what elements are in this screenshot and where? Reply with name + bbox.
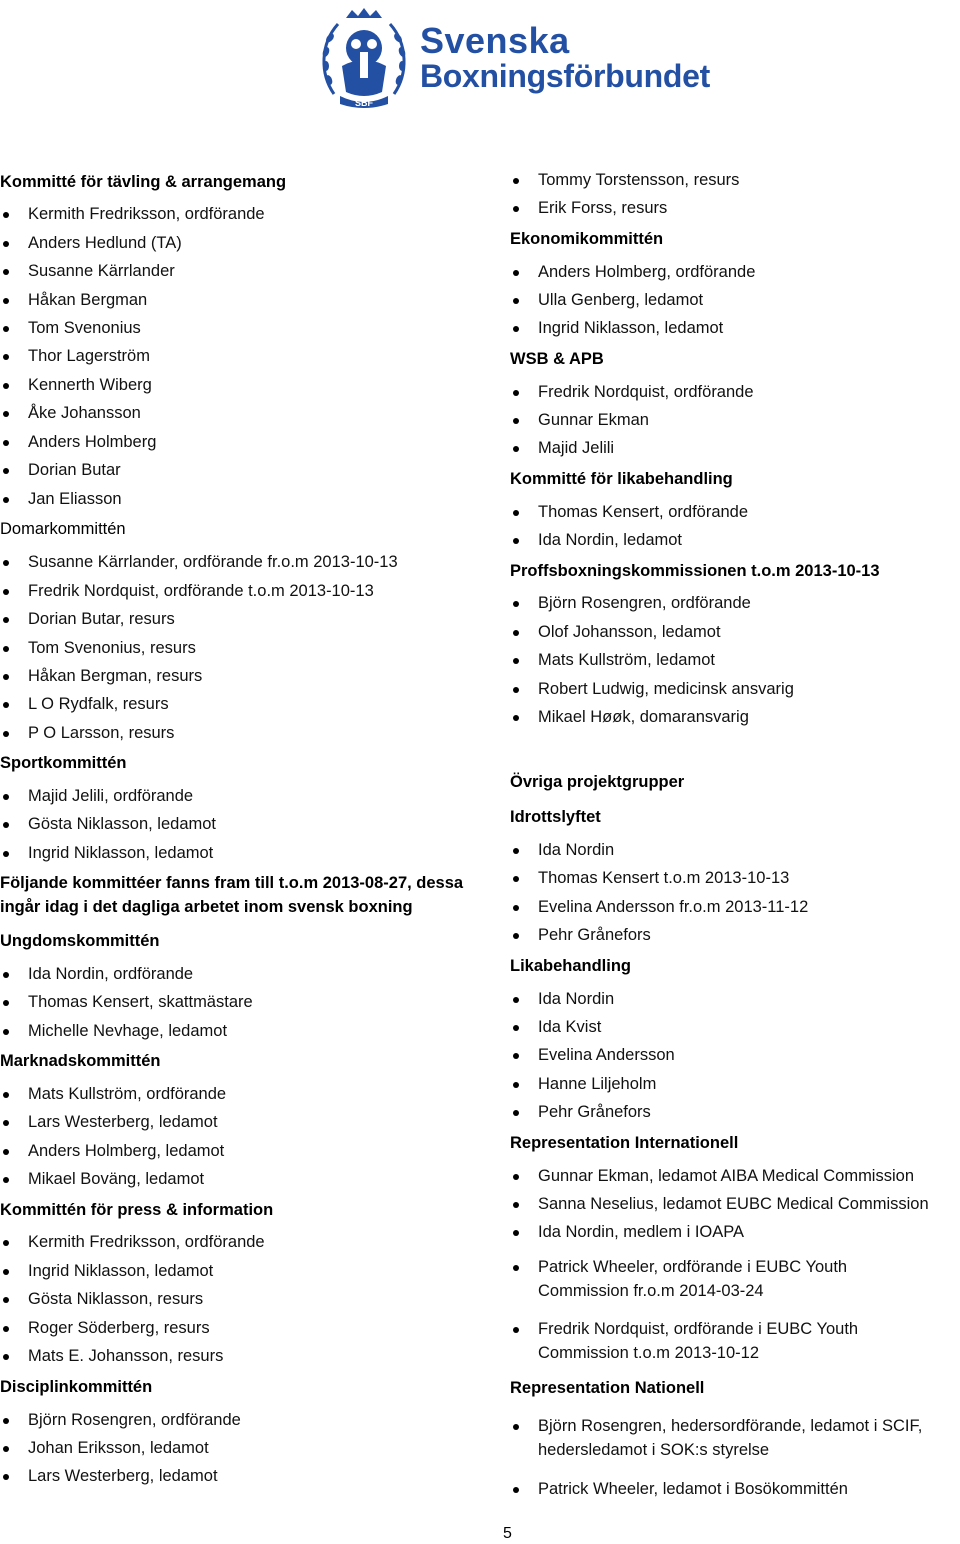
list-item: Robert Ludwig, medicinsk ansvarig <box>510 677 794 701</box>
section-heading: Representation Nationell <box>510 1379 705 1397</box>
list-item: Anders Holmberg <box>0 430 156 454</box>
section-heading: Marknadskommittén <box>0 1052 161 1070</box>
list-item: Mikael Høøk, domaransvarig <box>510 705 749 729</box>
list-item: Evelina Andersson fr.o.m 2013-11-12 <box>510 895 808 919</box>
list-item: Gunnar Ekman <box>510 408 649 432</box>
list-item: Lars Westerberg, ledamot <box>0 1464 218 1488</box>
list-item: Fredrik Nordquist, ordförande i EUBC Youth Commission t.o.m 2013-10-12 <box>510 1317 898 1365</box>
section-heading: Ungdomskommittén <box>0 932 160 950</box>
section-heading: Kommittén för press & information <box>0 1201 274 1219</box>
list-item: Ingrid Niklasson, ledamot <box>0 1259 213 1283</box>
boxer-seal-icon <box>316 8 412 112</box>
list-item: Thomas Kensert, ordförande <box>510 500 748 524</box>
list-item: Tom Svenonius <box>0 316 141 340</box>
list-item: Johan Eriksson, ledamot <box>0 1436 209 1460</box>
section-heading: Disciplinkommittén <box>0 1378 153 1396</box>
list-item: Dorian Butar, resurs <box>0 607 175 631</box>
list-item: Dorian Butar <box>0 458 121 482</box>
list-item: Michelle Nevhage, ledamot <box>0 1019 227 1043</box>
section-heading: WSB & APB <box>510 350 604 368</box>
list-item: Kermith Fredriksson, ordförande <box>0 202 265 226</box>
list-item: Ida Kvist <box>510 1015 601 1039</box>
list-item: Mikael Boväng, ledamot <box>0 1167 204 1191</box>
logo-line-1: Svenska <box>420 20 570 61</box>
list-item: Patrick Wheeler, ledamot i Bosökommittén <box>510 1477 848 1501</box>
list-item: Ida Nordin, ledamot <box>510 528 682 552</box>
list-item: Ingrid Niklasson, ledamot <box>0 841 213 865</box>
list-item: Pehr Grånefors <box>510 923 651 947</box>
list-item: Thomas Kensert t.o.m 2013-10-13 <box>510 866 789 890</box>
list-item: Jan Eliasson <box>0 487 122 511</box>
list-item: Sanna Neselius, ledamot EUBC Medical Commission <box>510 1192 929 1216</box>
logo-line-2: Boxningsförbundet <box>420 57 710 94</box>
list-item: Olof Johansson, ledamot <box>510 620 721 644</box>
list-item: Ida Nordin <box>510 838 614 862</box>
list-item: Gösta Niklasson, ledamot <box>0 812 216 836</box>
list-item: Anders Hedlund (TA) <box>0 231 182 255</box>
list-item: Håkan Bergman <box>0 288 147 312</box>
section-heading: Ekonomikommittén <box>510 230 664 248</box>
list-item: Fredrik Nordquist, ordförande t.o.m 2013-10-13 <box>0 579 374 603</box>
list-item: Ida Nordin <box>510 987 614 1011</box>
list-item: Håkan Bergman, resurs <box>0 664 202 688</box>
list-item: Fredrik Nordquist, ordförande <box>510 380 754 404</box>
section-heading: Övriga projektgrupper <box>510 773 685 791</box>
list-item: Erik Forss, resurs <box>510 196 667 220</box>
list-item: Björn Rosengren, hedersordförande, ledamot i SCIF, hedersledamot i SOK:s styrelse <box>510 1414 958 1462</box>
logo-wordmark <box>420 22 710 93</box>
list-item: Björn Rosengren, ordförande <box>510 591 751 615</box>
list-item: Majid Jelili <box>510 436 614 460</box>
list-item: Ida Nordin, medlem i IOAPA <box>510 1220 744 1244</box>
list-item: Gunnar Ekman, ledamot AIBA Medical Commission <box>510 1164 914 1188</box>
list-item: Mats E. Johansson, resurs <box>0 1344 223 1368</box>
notice-line-2: ingår idag i det dagliga arbetet inom svensk boxning <box>0 898 413 916</box>
page-number: 5 <box>503 1525 512 1542</box>
section-heading: Domarkommittén <box>0 520 126 538</box>
list-item: Susanne Kärrlander, ordförande fr.o.m 2013-10-13 <box>0 550 398 574</box>
list-item: Hanne Liljeholm <box>510 1072 656 1096</box>
list-item: Mats Kullström, ordförande <box>0 1082 226 1106</box>
section-heading: Representation Internationell <box>510 1134 739 1152</box>
notice-line-1: Följande kommittéer fanns fram till t.o.m 2013-08-27, dessa <box>0 874 464 892</box>
section-heading: Idrottslyftet <box>510 808 601 826</box>
list-item: Björn Rosengren, ordförande <box>0 1408 241 1432</box>
list-item: Gösta Niklasson, resurs <box>0 1287 203 1311</box>
list-item: Thor Lagerström <box>0 344 150 368</box>
list-item: Kermith Fredriksson, ordförande <box>0 1230 265 1254</box>
federation-logo <box>316 8 716 112</box>
list-item: Roger Söderberg, resurs <box>0 1316 210 1340</box>
list-item: P O Larsson, resurs <box>0 721 174 745</box>
list-item: Patrick Wheeler, ordförande i EUBC Youth Commission fr.o.m 2014-03-24 <box>510 1255 898 1303</box>
list-item: Anders Holmberg, ordförande <box>510 260 755 284</box>
list-item: Åke Johansson <box>0 401 141 425</box>
list-item: Tom Svenonius, resurs <box>0 636 196 660</box>
section-heading: Proffsboxningskommissionen t.o.m 2013-10-13 <box>510 562 880 580</box>
list-item: Pehr Grånefors <box>510 1100 651 1124</box>
section-heading: Sportkommittén <box>0 754 127 772</box>
list-item: Susanne Kärrlander <box>0 259 175 283</box>
seal-text: SBF <box>355 98 373 108</box>
section-heading: Kommitté för likabehandling <box>510 470 733 488</box>
list-item: Ingrid Niklasson, ledamot <box>510 316 723 340</box>
list-item: Thomas Kensert, skattmästare <box>0 990 253 1014</box>
list-item: L O Rydfalk, resurs <box>0 692 169 716</box>
list-item: Ida Nordin, ordförande <box>0 962 193 986</box>
list-item: Mats Kullström, ledamot <box>510 648 715 672</box>
list-item: Tommy Torstensson, resurs <box>510 168 739 192</box>
list-item: Anders Holmberg, ledamot <box>0 1139 224 1163</box>
list-item: Evelina Andersson <box>510 1043 675 1067</box>
section-heading: Kommitté för tävling & arrangemang <box>0 173 287 191</box>
list-item: Majid Jelili, ordförande <box>0 784 193 808</box>
list-item: Ulla Genberg, ledamot <box>510 288 703 312</box>
list-item: Lars Westerberg, ledamot <box>0 1110 218 1134</box>
list-item: Kennerth Wiberg <box>0 373 152 397</box>
section-heading: Likabehandling <box>510 957 632 975</box>
